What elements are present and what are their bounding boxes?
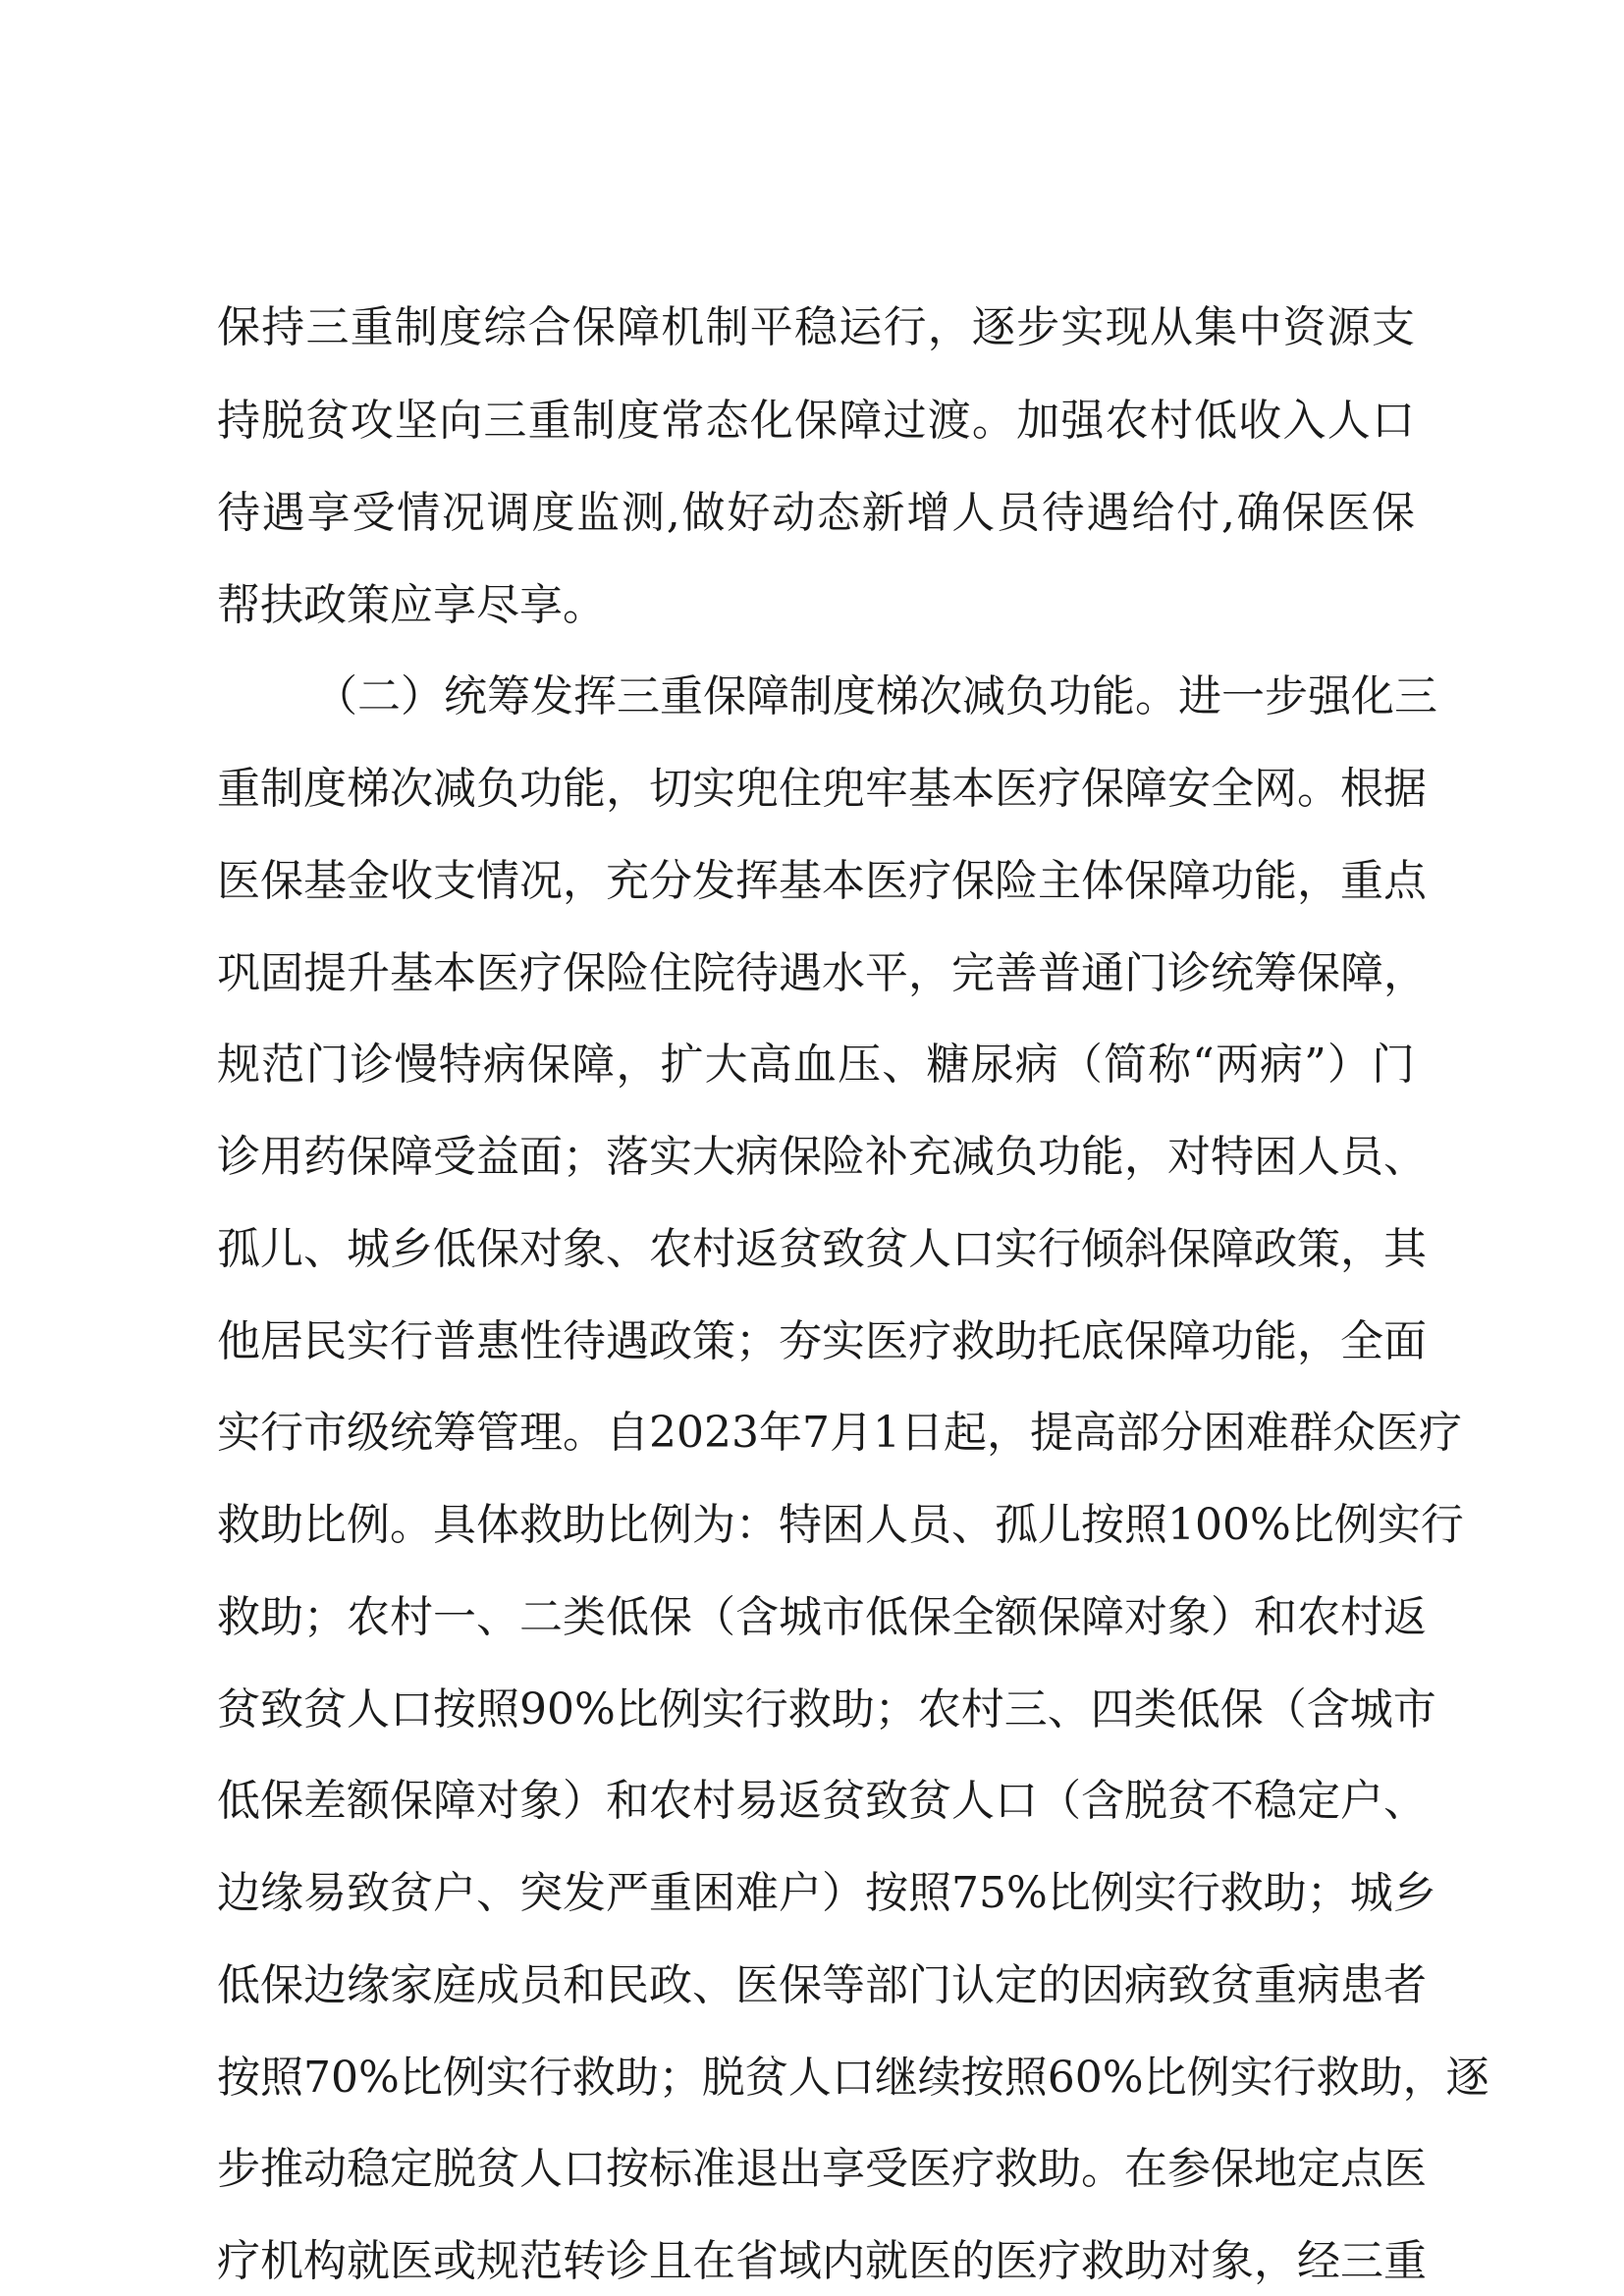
text-line: 保持三重制度综合保障机制平稳运行，逐步实现从集中资源支 xyxy=(217,302,1415,352)
text-line: 诊用药保障受益面；落实大病保险补充减负功能，对特困人员、 xyxy=(217,1132,1427,1182)
text-line: 按照70%比例实行救助；脱贫人口继续按照60%比例实行救助，逐 xyxy=(217,2053,1489,2103)
text-line: 帮扶政策应享尽享。 xyxy=(217,580,606,630)
text-line: 待遇享受情况调度监测,做好动态新增人员待遇给付,确保医保 xyxy=(217,488,1415,538)
text-line: 救助比例。具体救助比例为：特困人员、孤儿按照100%比例实行 xyxy=(217,1500,1464,1550)
text-line: 疗机构就医或规范转诊且在省域内就医的医疗救助对象，经三重 xyxy=(217,2236,1427,2286)
text-line: 规范门诊慢特病保障，扩大高血压、糖尿病（简称“两病”）门 xyxy=(217,1040,1415,1090)
text-line: 他居民实行普惠性待遇政策；夯实医疗救助托底保障功能，全面 xyxy=(217,1316,1427,1366)
text-line: 实行市级统筹管理。自2023年7月1日起，提高部分困难群众医疗 xyxy=(217,1408,1462,1458)
text-line: 低保差额保障对象）和农村易返贫致贫人口（含脱贫不稳定户、 xyxy=(217,1776,1427,1826)
text-line: 步推动稳定脱贫人口按标准退出享受医疗救助。在参保地定点医 xyxy=(217,2144,1427,2194)
text-line: 边缘易致贫户、突发严重困难户）按照75%比例实行救助；城乡 xyxy=(217,1868,1436,1918)
text-line: 持脱贫攻坚向三重制度常态化保障过渡。加强农村低收入人口 xyxy=(217,396,1415,446)
text-line: 贫致贫人口按照90%比例实行救助；农村三、四类低保（含城市 xyxy=(217,1684,1436,1735)
text-line: 孤儿、城乡低保对象、农村返贫致贫人口实行倾斜保障政策，其 xyxy=(217,1224,1427,1274)
text-line: 医保基金收支情况，充分发挥基本医疗保险主体保障功能，重点 xyxy=(217,856,1427,906)
section-heading-line: （二）统筹发挥三重保障制度梯次减负功能。进一步强化三 xyxy=(314,671,1437,721)
text-line: 低保边缘家庭成员和民政、医保等部门认定的因病致贫重病患者 xyxy=(217,1960,1427,2010)
text-line: 重制度梯次减负功能，切实兜住兜牢基本医疗保障安全网。根据 xyxy=(217,764,1427,814)
text-line: 巩固提升基本医疗保险住院待遇水平，完善普通门诊统筹保障， xyxy=(217,948,1427,998)
text-line: 救助；农村一、二类低保（含城市低保全额保障对象）和农村返 xyxy=(217,1592,1427,1642)
